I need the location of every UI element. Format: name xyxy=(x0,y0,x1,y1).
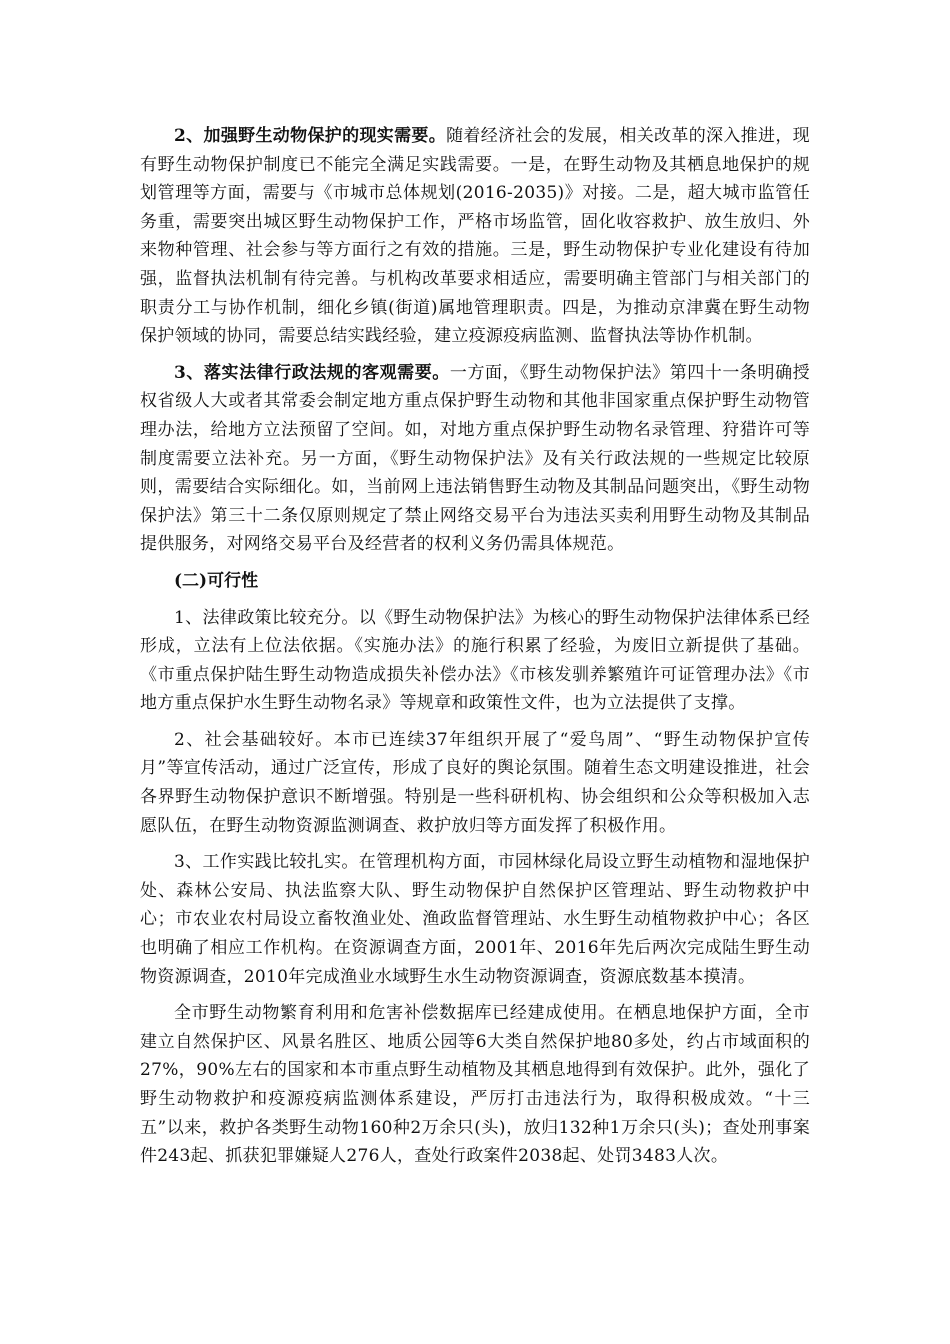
document-body xyxy=(140,122,810,1179)
paragraph-legal-policy: 1、法律政策比较充分。以《野生动物保护法》为核心的野生动物保护法律体系已经形成，立法有上位法依据。《实施办法》的施行积累了经验，为废旧立新提供了基础。《市重点保护陆生野生动物造成损失补偿办法》《市核发驯养繁殖许可证管理办法》《市地方重点保护水生野生动物名录》等规章和政策性文件，也为立法提供了支撑。 xyxy=(140,607,810,714)
paragraph-legal-need xyxy=(140,359,810,559)
paragraph-practical-need xyxy=(140,122,810,351)
paragraph-heading: 2、加强野生动物保护的现实需要。 xyxy=(174,126,447,146)
paragraph-text: 随着经济社会的发展，相关改革的深入推进，现有野生动物保护制度已不能完全满足实践需要。一是，在野生动物及其栖息地保护的规划管理等方面，需要与《市城市总体规划(2016-2035)》对接。二是，超大城市监管任务重，需要突出城区野生动物保护工作，严格市场监管，固化收容救护、放生放归、外来物种管理、社会参与等方面行之有效的措施。三是，野生动物保护专业化建设有待加强，监督执法机制有待完善。与机构改革要求相适应，需要明确主管部门与相关部门的职责分工与协作机制，细化乡镇(街道)属地管理职责。四是，为推动京津冀在野生动物保护领域的协同，需要总结实践经验，建立疫源疫病监测、监督执法等协作机制。 xyxy=(140,126,810,347)
paragraph-heading: 3、落实法律行政法规的客观需要。 xyxy=(174,362,450,383)
paragraph-work-practice: 3、工作实践比较扎实。在管理机构方面，市园林绿化局设立野生动植物和湿地保护处、森林公安局、执法监察大队、野生动物保护自然保护区管理站、野生动物救护中心；市农业农村局设立畜牧渔业处、渔政监督管理站、水生野生动植物救护中心；各区也明确了相应工作机构。在资源调查方面，2001年、2016年先后两次完成陆生野生动物资源调查，2010年完成渔业水域野生水生动物资源调查，资源底数基本摸清。 xyxy=(140,852,810,987)
paragraph-database-results: 全市野生动物繁育利用和危害补偿数据库已经建成使用。在栖息地保护方面，全市建立自然保护区、风景名胜区、地质公园等6大类自然保护地80多处，约占市域面积的27%，90%左右的国家和本市重点野生动植物及其栖息地得到有效保护。此外，强化了野生动物救护和疫源疫病监测体系建设，严厉打击违法行为，取得积极成效。“十三五”以来，救护各类野生动物160种2万余只(头)，放归132种1万余只(头)；查处刑事案件243起、抓获犯罪嫌疑人276人，查处行政案件2038起、处罚3483人次。 xyxy=(140,1003,810,1167)
section-title-feasibility: (二)可行性 xyxy=(174,570,259,591)
paragraph-social-foundation: 2、社会基础较好。本市已连续37年组织开展了“爱鸟周”、“野生动物保护宣传月”等宣传活动，通过广泛宣传，形成了良好的舆论氛围。随着生态文明建设推进，社会各界野生动物保护意识不断增强。特别是一些科研机构、协会组织和公众等积极加入志愿队伍，在野生动物资源监测调查、救护放归等方面发挥了积极作用。 xyxy=(140,729,810,836)
paragraph-text: 一方面，《野生动物保护法》第四十一条明确授权省级人大或者其常委会制定地方重点保护野生动物和其他非国家重点保护野生动物管理办法，给地方立法预留了空间。如，对地方重点保护野生动物名录管理、狩猎许可等制度需要立法补充。另一方面，《野生动物保护法》及有关行政法规的一些规定比较原则，需要结合实际细化。如，当前网上违法销售野生动物及其制品问题突出，《野生动物保护法》第三十二条仅原则规定了禁止网络交易平台为违法买卖利用野生动物及其制品提供服务，对网络交易平台及经营者的权利义务仍需具体规范。 xyxy=(140,362,810,555)
